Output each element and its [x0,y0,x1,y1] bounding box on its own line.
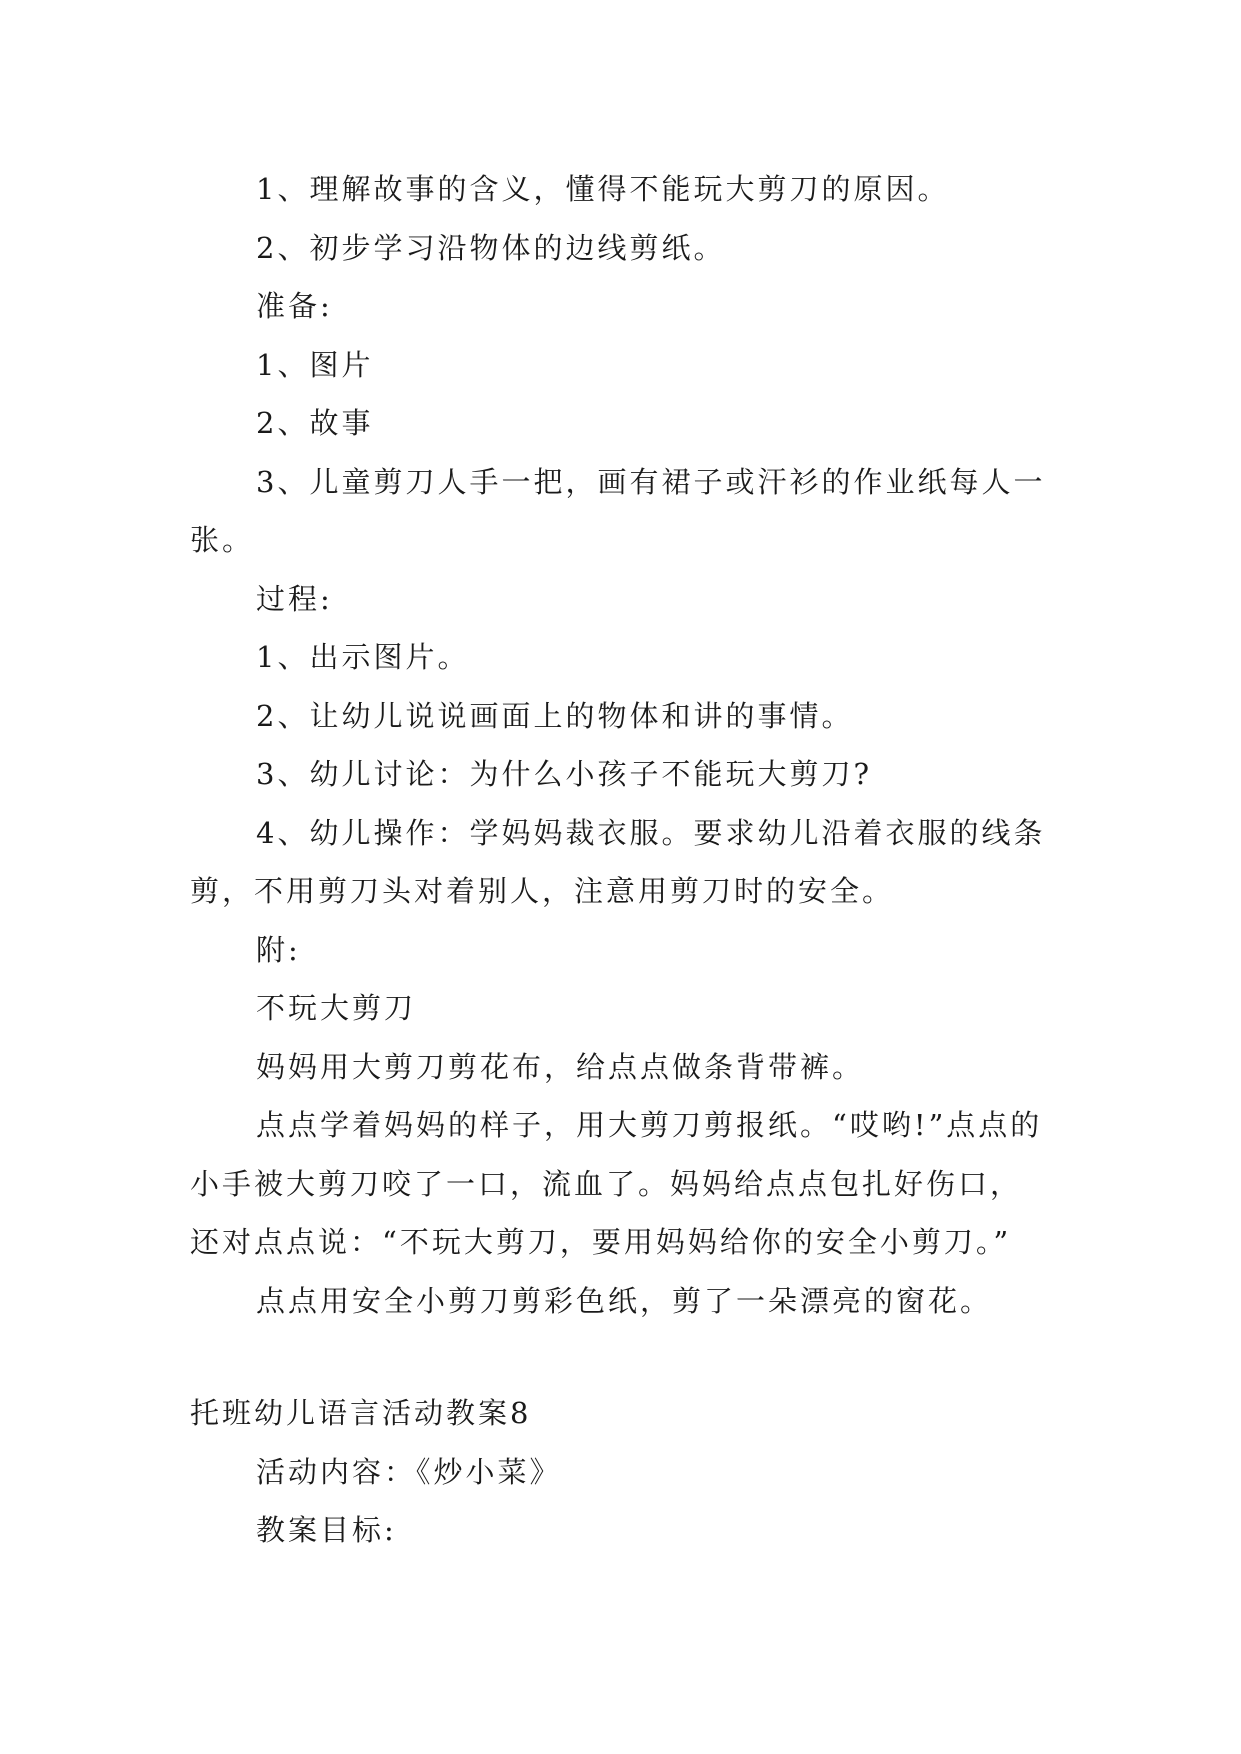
paragraph-process-1: 1、出示图片。 [256,640,470,674]
paragraph-story-3: 点点用安全小剪刀剪彩色纸，剪了一朵漂亮的窗花。 [256,1283,993,1318]
paragraph-prep-1: 1、图片 [256,347,374,382]
document-body [190,160,1050,1560]
paragraph-appendix-heading: 附: [256,932,301,967]
paragraph-prep-3: 3、儿童剪刀人手一把，画有裙子或汗衫的作业纸每人一张。 [190,464,1046,557]
paragraph-process-2: 2、让幼儿说说画面上的物体和讲的事情。 [256,698,854,733]
paragraph-process-heading: 过程: [256,581,333,616]
paragraph-prep-2: 2、故事 [256,406,374,440]
paragraph-process-4: 4、幼儿操作：学妈妈裁衣服。要求幼儿沿着衣服的线条剪，不用剪刀头对着别人，注意用剪刀时的安全。 [190,815,1046,908]
paragraph-process-3: 3、幼儿讨论：为什么小孩子不能玩大剪刀? [256,757,872,791]
paragraph-objectives-heading: 教案目标: [256,1513,397,1547]
paragraph-goal-2: 2、初步学习沿物体的边线剪纸。 [256,230,726,265]
paragraph-preparation-heading: 准备: [256,289,333,323]
paragraph-activity-content: 活动内容：《炒小菜》 [256,1454,562,1489]
paragraph-story-1: 妈妈用大剪刀剪花布，给点点做条背带裤。 [256,1049,865,1084]
paragraph-goal-1: 1、理解故事的含义，懂得不能玩大剪刀的原因。 [256,172,950,206]
section-spacer [190,1330,1050,1384]
paragraph-story-title: 不玩大剪刀 [256,991,417,1025]
paragraph-story-2: 点点学着妈妈的样子，用大剪刀剪报纸。“哎哟!”点点的小手被大剪刀咬了一口，流血了。妈妈给点点包扎好伤口，还对点点说：“不玩大剪刀，要用妈妈给你的安全小剪刀。” [190,1108,1043,1259]
section-heading: 托班幼儿语言活动教案8 [190,1396,532,1430]
